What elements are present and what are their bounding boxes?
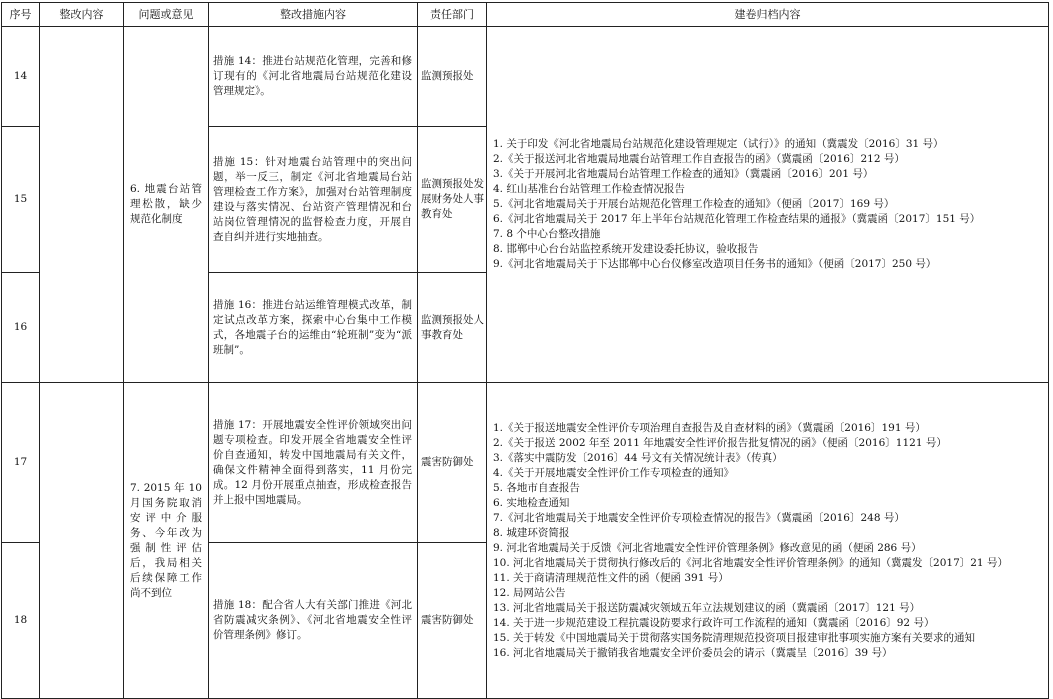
issue-cell: 6. 地震台站管理松散，缺少规范化制度 <box>124 27 209 383</box>
rectification-content-cell <box>40 383 124 699</box>
archive-line: 5.《河北省地震局关于开展台站规范化管理工作检查的通知》（便函〔2017〕169 号） <box>493 198 895 210</box>
archive-line: 11. 关于商请清理规范性文件的函（便函 391 号） <box>493 571 729 584</box>
measure-cell: 措施 15：针对地震台站管理中的突出问题，举一反三，制定《河北省地震局台站管理检查工作方案》，加强对台站管理制度建设与落实情况、台站资产管理情况和台站岗位管理情况的监督检查力度，开展自查自纠并进行实地抽查。 <box>209 127 418 273</box>
archive-line: 3.《关于开展河北省地震局台站管理工作检查的通知》（冀震函〔2016〕201 号） <box>493 168 874 180</box>
table-row <box>2 27 1049 127</box>
archive-line: 14. 关于进一步规范建设工程抗震设防要求行政许可工作流程的通知（冀震函〔2016〕92 号） <box>493 616 935 629</box>
rectification-content-cell <box>40 27 124 383</box>
measure-cell: 措施 16：推进台站运维管理模式改革，制定试点改革方案，探索中心台集中工作模式，各地震子台的运维由“轮班制”变为“派班制”。 <box>209 273 418 383</box>
row-number: 15 <box>2 127 40 273</box>
header-issue: 问题或意见 <box>124 3 209 27</box>
rectification-table <box>1 2 1049 699</box>
measure-cell: 措施 17：开展地震安全性评价领域突出问题专项检查。印发开展全省地震安全性评价自查通知，转发中国地震局有关文件，确保文件精神全面得到落实，11 月份完成。12 月份开展重点抽查，形成检查报告并上报中国地震局。 <box>209 383 418 543</box>
archive-line: 9.《河北省地震局关于下达邯郸中心台仪修室改造项目任务书的通知》（便函〔2017〕250 号） <box>493 258 937 270</box>
archive-line: 4. 红山基准台台站管理工作检查情况报告 <box>493 183 685 195</box>
archive-line: 7. 8 个中心台整改措施 <box>493 228 601 240</box>
dept-cell: 监测预报处人事教育处 <box>418 273 487 383</box>
dept-cell: 震害防御处 <box>418 383 487 543</box>
archive-line: 12. 局网站公告 <box>493 586 566 599</box>
archive-line: 8. 邯郸中心台台站监控系统开发建设委托协议，验收报告 <box>493 243 759 255</box>
row-number: 14 <box>2 27 40 127</box>
archive-line: 5. 各地市自查报告 <box>493 481 580 494</box>
archive-line: 9. 河北省地震局关于反馈《河北省地震安全性评价管理条例》修改意见的函（便函 286 号） <box>493 541 922 554</box>
archive-line: 10. 河北省地震局关于贯彻执行修改后的《河北省地震安全性评价管理条例》的通知（冀震发〔2017〕21 号） <box>493 556 1008 569</box>
measure-cell: 措施 18：配合省人大有关部门推进《河北省防震减灾条例》、《河北省地震安全性评价管理条例》修订。 <box>209 543 418 699</box>
header-row <box>2 3 1049 27</box>
archive-line: 7.《河北省地震局关于地震安全性评价专项检查情况的报告》（冀震函〔2016〕248 号） <box>493 511 905 524</box>
measure-cell: 措施 14：推进台站规范化管理，完善和修订现有的《河北省地震局台站规范化建设管理规定》。 <box>209 27 418 127</box>
archive-line: 1.《关于报送地震安全性评价专项治理自查报告及自查材料的函》（冀震函〔2016〕191 号） <box>493 421 926 434</box>
archive-line: 16. 河北省地震局关于撤销我省地震安全评价委员会的请示（冀震呈〔2016〕39 号） <box>493 646 893 659</box>
archive-line: 2.《关于报送 2002 年至 2011 年地震安全性评价报告批复情况的函》（便函〔2016〕1121 号） <box>493 436 947 449</box>
dept-cell: 监测预报处发展财务处人事教育处 <box>418 127 487 273</box>
archive-line: 4.《关于开展地震安全性评价工作专项检查的通知》 <box>493 466 735 479</box>
archive-line: 1. 关于印发《河北省地震局台站规范化建设管理规定（试行）》的通知（冀震发〔2016〕31 号） <box>493 138 944 150</box>
issue-cell: 7. 2015 年 10 月国务院取消安评中介服务、今年改为强制性评估后，我局相关后续保障工作尚不到位 <box>124 383 209 699</box>
header-content: 整改内容 <box>40 3 124 27</box>
header-archive: 建卷归档内容 <box>487 3 1049 27</box>
archive-line: 6.《河北省地震局关于 2017 年上半年台站规范化管理工作检查结果的通报》（冀震函〔2017〕151 号） <box>493 213 981 225</box>
table-row <box>2 383 1049 543</box>
archive-cell <box>487 383 1049 699</box>
archive-line: 3.《落实中震防发〔2016〕44 号文有关情况统计表》（传真） <box>493 451 783 464</box>
archive-line: 6. 实地检查通知 <box>493 496 570 509</box>
dept-cell: 监测预报处 <box>418 27 487 127</box>
archive-cell <box>487 27 1049 383</box>
archive-line: 2.《关于报送河北省地震局地震台站管理工作自查报告的函》（冀震函〔2016〕212 号） <box>493 153 905 165</box>
header-measure: 整改措施内容 <box>209 3 418 27</box>
header-no: 序号 <box>2 3 40 27</box>
row-number: 17 <box>2 383 40 543</box>
archive-line: 15. 关于转发《中国地震局关于贯彻落实国务院清理规范投资项目报建审批事项实施方案有关要求的通知 <box>493 631 976 644</box>
archive-line: 8. 城建环资简报 <box>493 526 570 539</box>
dept-cell: 震害防御处 <box>418 543 487 699</box>
row-number: 18 <box>2 543 40 699</box>
header-dept: 责任部门 <box>418 3 487 27</box>
archive-line: 13. 河北省地震局关于报送防震减灾领域五年立法规划建议的函（冀震函〔2017〕121 号） <box>493 601 921 614</box>
row-number: 16 <box>2 273 40 383</box>
